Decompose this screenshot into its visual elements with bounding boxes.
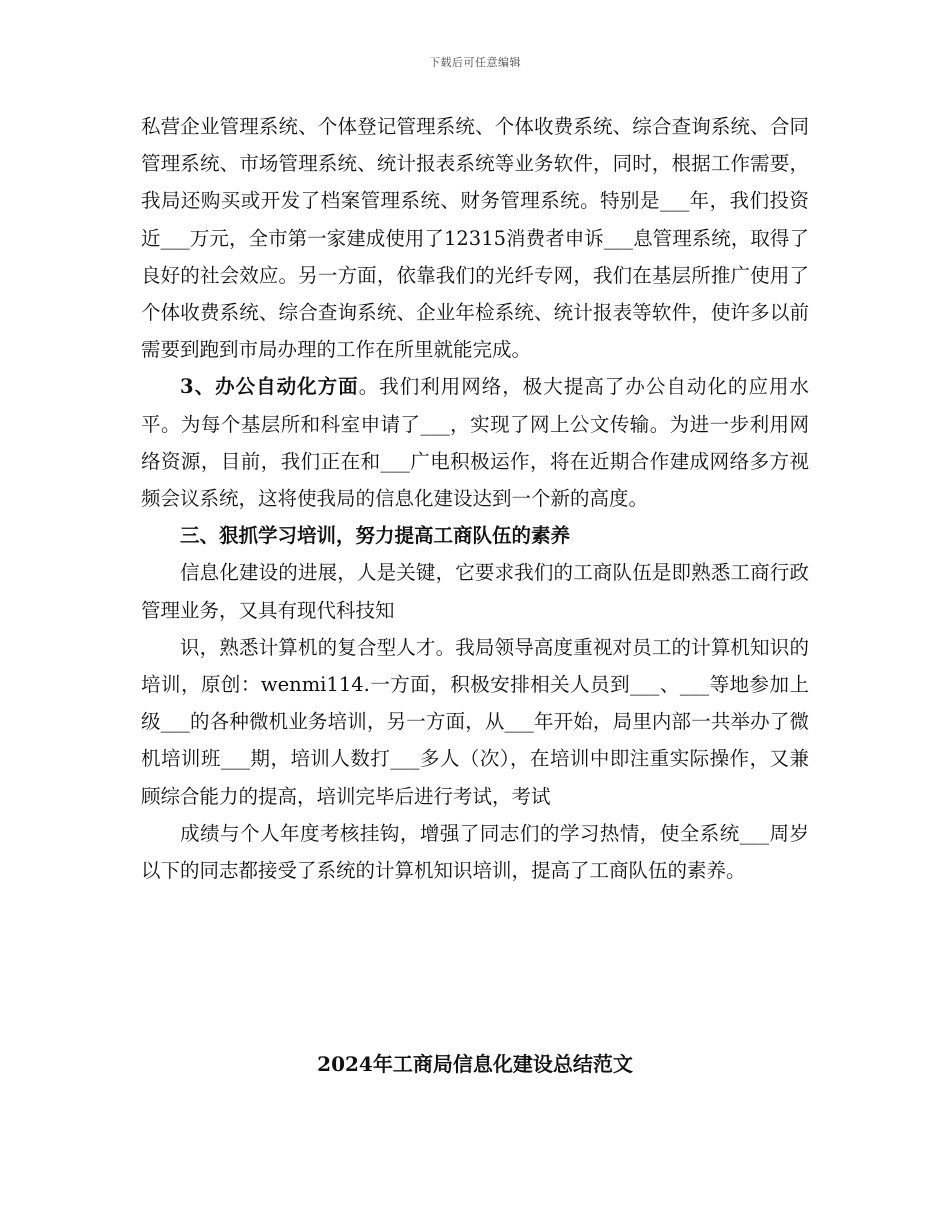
paragraph-text: 我们利用网络，极大提高了办公自动化的应用水平。为每个基层所和科室申请了___，实现了网上公文传输。为进一步利用网络资源，目前，我们正在和___广电积极运作，将在近期合作建成网络多方视频会议系统，这将使我局的信息化建设达到一个新的高度。 — [141, 375, 809, 511]
heading-punctuation: 。 — [358, 375, 380, 399]
document-body — [141, 108, 809, 889]
paragraph: 私营企业管理系统、个体登记管理系统、个体收费系统、综合查询系统、合同管理系统、市场管理系统、统计报表系统等业务软件，同时，根据工作需要，我局还购买或开发了档案管理系统、财务管理系统。特别是___年，我们投资近___万元，全市第一家建成使用了12315消费者申诉___息管理系统，取得了良好的社会效应。另一方面，依靠我们的光纤专网，我们在基层所推广使用了个体收费系统、综合查询系统、企业年检系统、统计报表等软件，使许多以前需要到跑到市局办理的工作在所里就能完成。 — [141, 115, 809, 362]
section-heading: 3、办公自动化方面 — [180, 375, 359, 399]
paragraph: 成绩与个人年度考核挂钩，增强了同志们的学习热情，使全系统___周岁以下的同志都接受了系统的计算机知识培训，提高了工商队伍的素养。 — [141, 821, 809, 883]
paragraph-office-automation — [141, 368, 809, 517]
page-header: 下载后可任意编辑 — [429, 56, 521, 69]
paragraph: 信息化建设的进展，人是关键，它要求我们的工商队伍是即熟悉工商行政管理业务，又具有现代科技知 — [141, 561, 809, 622]
document-title: 2024年工商局信息化建设总结范文 — [317, 1052, 633, 1076]
section-heading-three: 三、狠抓学习培训，努力提高工商队伍的素养 — [180, 524, 571, 548]
paragraph: 识，熟悉计算机的复合型人才。我局领导高度重视对员工的计算机知识的培训，原创：wenmi114.一方面，积极安排相关人员到___、___等地参加上级___的各种微机业务培训，另一方面，从___年开始，局里内部一共举办了微机培训班___期，培训人数打___多人（次），在培训中即注重实际操作，又兼顾综合能力的提高，培训完毕后进行考试，考试 — [141, 635, 809, 808]
